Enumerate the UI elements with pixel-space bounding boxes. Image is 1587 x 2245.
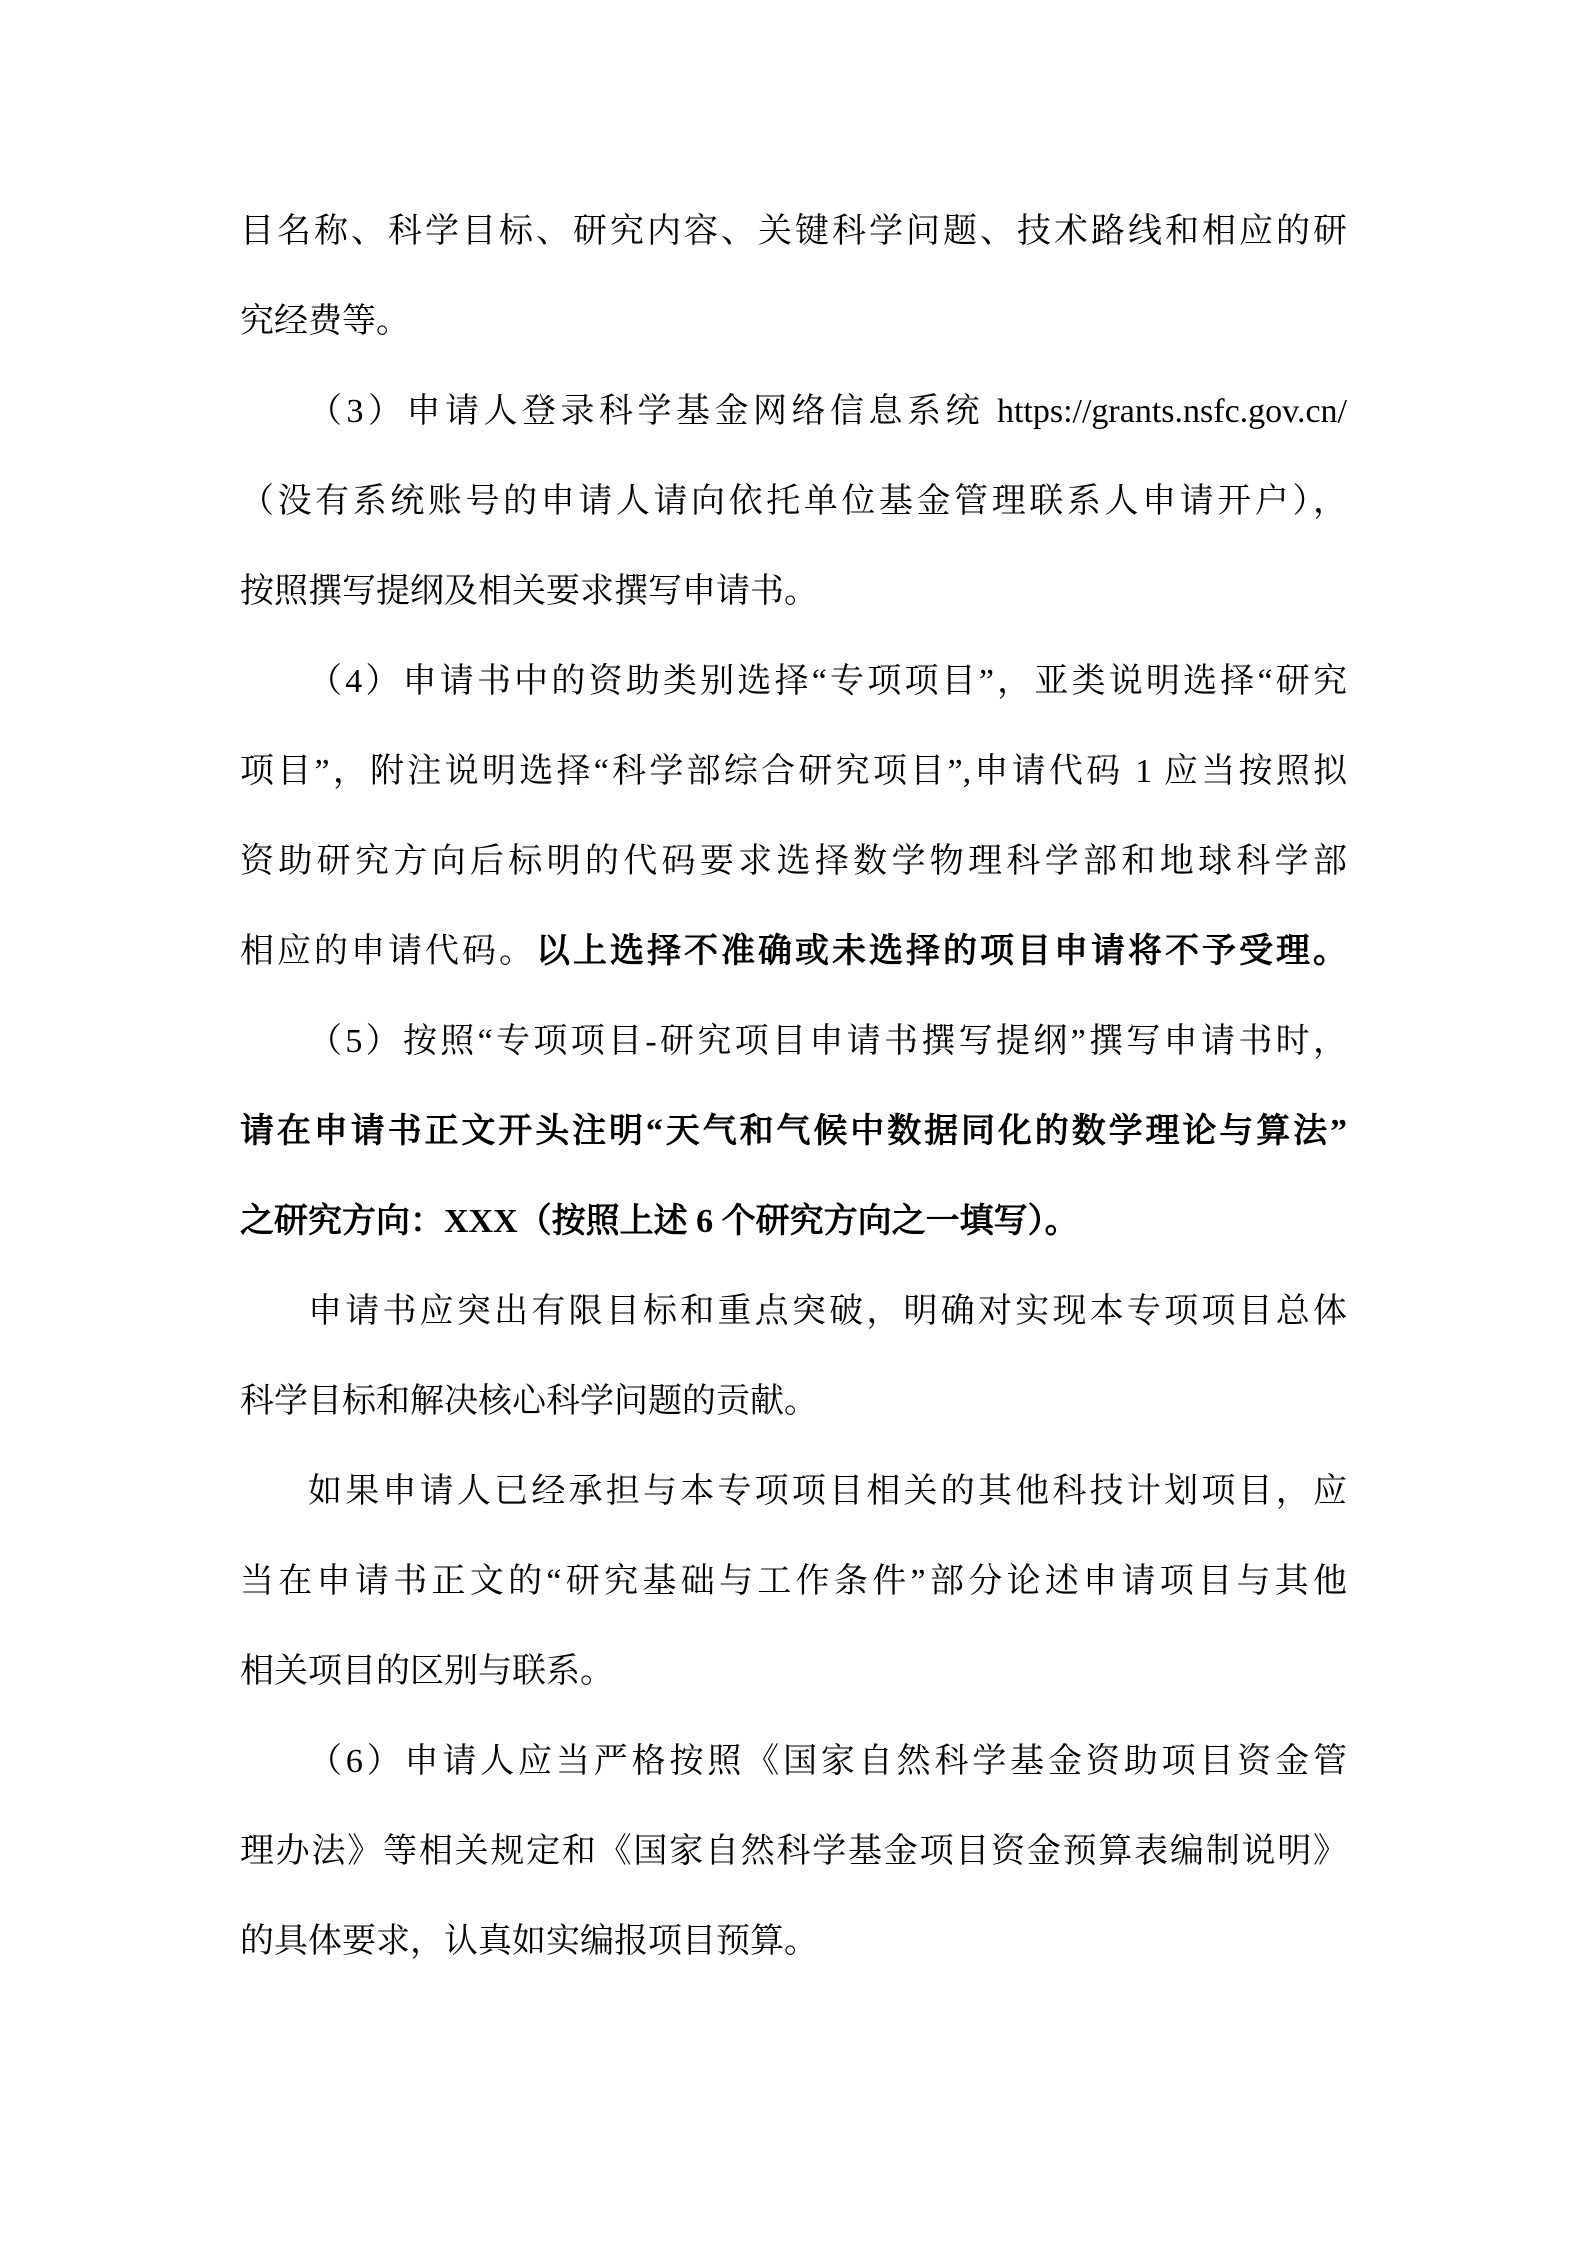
- text-line: [240, 277, 1347, 367]
- document-text: [240, 187, 1347, 1987]
- text-segment: 的具体要求，认真如实编报项目预算。: [240, 1923, 818, 1960]
- text-line: [240, 1177, 1347, 1267]
- text-segment: 项目”，附注说明选择“科学部综合研究项目”,申请代码 1 应当按照拟: [240, 753, 1347, 790]
- text-segment: 申请书应突出有限目标和重点突破，明确对实现本专项项目总体: [308, 1293, 1347, 1330]
- text-segment: （没有系统账号的申请人请向依托单位基金管理联系人申请开户），: [240, 483, 1347, 520]
- bold-text-segment: 以上选择不准确或未选择的项目申请将不予受理。: [536, 933, 1347, 970]
- text-segment: 究经费等。: [240, 303, 410, 340]
- text-segment: （4）申请书中的资助类别选择“专项项目”，亚类说明选择“研究: [308, 663, 1347, 700]
- text-line: [240, 907, 1347, 997]
- text-line: [240, 637, 1347, 727]
- text-line: [240, 457, 1347, 547]
- text-line: [240, 1807, 1347, 1897]
- text-segment: （3）申请人登录科学基金网络信息系统 https://grants.nsfc.gov.cn/: [308, 393, 1347, 430]
- text-segment: 目名称、科学目标、研究内容、关键科学问题、技术路线和相应的研: [240, 213, 1347, 250]
- text-line: [240, 997, 1347, 1087]
- bold-text-segment: 之研究方向：XXX（按照上述 6 个研究方向之一填写）。: [240, 1203, 1079, 1240]
- text-line: [240, 1357, 1347, 1447]
- text-segment: 按照撰写提纲及相关要求撰写申请书。: [240, 573, 818, 610]
- bold-text-segment: 请在申请书正文开头注明“天气和气候中数据同化的数学理论与算法”: [240, 1113, 1347, 1150]
- text-line: [240, 187, 1347, 277]
- text-segment: 相关项目的区别与联系。: [240, 1653, 614, 1690]
- text-line: [240, 547, 1347, 637]
- text-line: [240, 817, 1347, 907]
- text-segment: 科学目标和解决核心科学问题的贡献。: [240, 1383, 818, 1420]
- text-line: [240, 727, 1347, 817]
- text-line: [240, 1537, 1347, 1627]
- text-segment: 当在申请书正文的“研究基础与工作条件”部分论述申请项目与其他: [240, 1563, 1347, 1600]
- text-line: [240, 367, 1347, 457]
- text-segment: 理办法》等相关规定和《国家自然科学基金项目资金预算表编制说明》: [240, 1833, 1347, 1870]
- text-line: [240, 1627, 1347, 1717]
- text-line: [240, 1087, 1347, 1177]
- text-segment: 资助研究方向后标明的代码要求选择数学物理科学部和地球科学部: [240, 843, 1347, 880]
- text-line: [240, 1717, 1347, 1807]
- text-segment: （5）按照“专项项目-研究项目申请书撰写提纲”撰写申请书时，: [308, 1023, 1347, 1060]
- text-segment: 相应的申请代码。: [240, 933, 536, 970]
- text-segment: 如果申请人已经承担与本专项项目相关的其他科技计划项目，应: [308, 1473, 1347, 1510]
- text-line: [240, 1267, 1347, 1357]
- text-line: [240, 1447, 1347, 1537]
- text-line: [240, 1897, 1347, 1987]
- text-segment: （6）申请人应当严格按照《国家自然科学基金资助项目资金管: [308, 1743, 1347, 1780]
